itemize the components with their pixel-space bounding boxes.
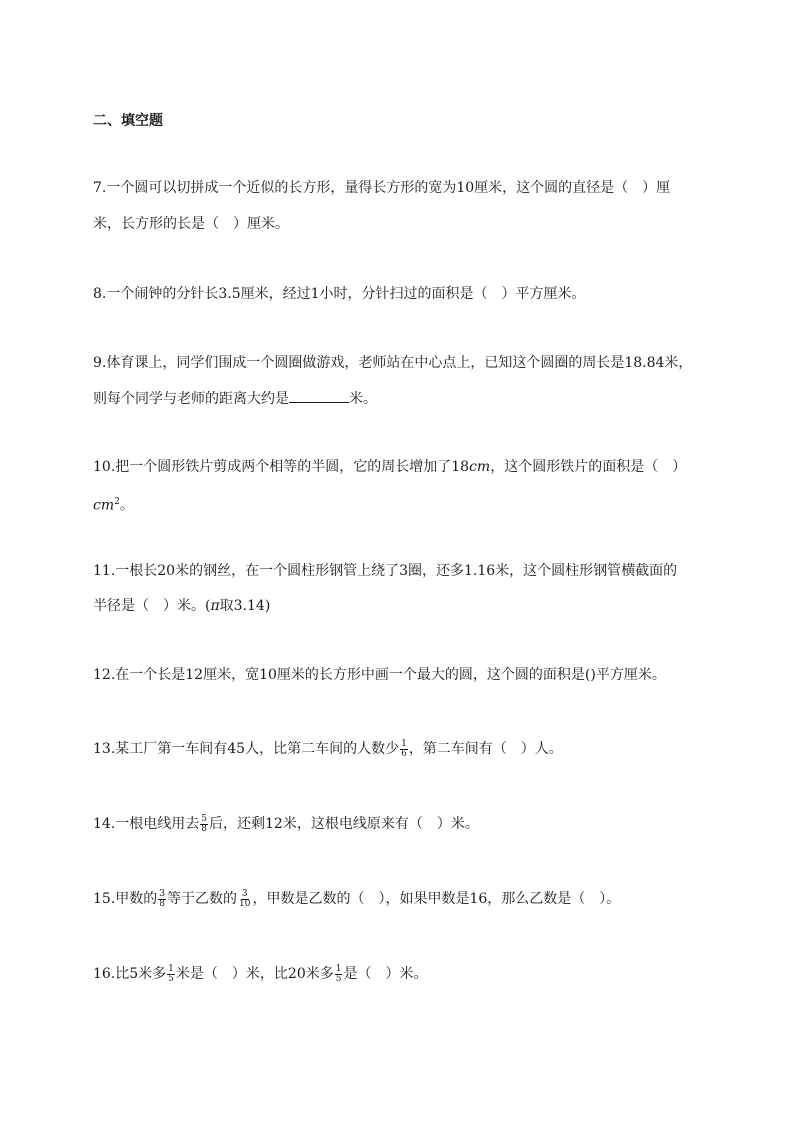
fraction-one-fifth-a: $\frac{1}{5}$ (168, 963, 174, 984)
question-10-text: 10.把一个圆形铁片剪成两个相等的半圆，它的周长增加了18 (93, 459, 470, 475)
question-16-text-cont: 是（ ）米。 (343, 966, 428, 982)
pi-symbol: π (210, 598, 220, 614)
question-11-text-cont: 半径是（ ）米。( (93, 598, 211, 614)
question-10-line-2 (93, 492, 134, 516)
question-7-text-cont: 米，长方形的长是（ ）厘米。 (93, 216, 289, 232)
question-11-text: 11.一根长20米的钢丝，在一个圆柱形钢管上绕了3圈，还多1.16米，这个圆柱形钢管横截面的 (93, 563, 678, 579)
question-14-text-cont: 后，还剩12米，这根电线原来有（ ）米。 (209, 816, 479, 832)
question-9-line-1 (93, 353, 692, 373)
fraction-one-sixth: $\frac{1}{6}$ (401, 738, 407, 759)
question-13-text-cont: ，第二车间有（ ）人。 (408, 741, 563, 757)
answer-blank[interactable] (289, 388, 349, 403)
question-12-line-1 (93, 665, 666, 685)
question-8-line-1 (93, 284, 586, 304)
question-7-line-2 (93, 214, 289, 234)
question-15-text-cont: ，甲数是乙数的（ ），如果甲数是16，那么乙数是（ ）。 (252, 891, 621, 907)
question-11-end: 取3.14) (219, 598, 271, 614)
question-16-text-mid: 米是（ ）米，比20米多 (175, 966, 334, 982)
question-10-end: 。 (119, 497, 134, 514)
question-8-text: 8.一个闹钟的分针长3.5厘米，经过1小时，分针扫过的面积是（ ）平方厘米。 (93, 286, 586, 302)
fraction-three-eighths: $\frac{3}{8}$ (159, 888, 165, 909)
fraction-three-tenths: $\frac{3}{10}$ (239, 888, 251, 909)
unit-cm: cm (469, 459, 491, 475)
question-15-line-1 (93, 889, 620, 909)
question-11-line-1 (93, 561, 677, 581)
question-9-text: 9.体育课上，同学们围成一个圆圈做游戏，老师站在中心点上，已知这个圆圈的周长是18.84米， (93, 355, 693, 371)
question-13-line-1 (93, 739, 563, 759)
question-16-text: 16.比5米多 (93, 966, 167, 982)
question-9-text-cont: 则每个同学与老师的距离大约是 (93, 391, 289, 407)
question-9-line-2 (93, 388, 377, 409)
question-15-text: 15.甲数的 (93, 891, 158, 907)
question-7-text: 7.一个圆可以切拼成一个近似的长方形，量得长方形的宽为10厘米，这个圆的直径是（ ）厘 (93, 180, 671, 196)
unit-exponent: 2 (114, 497, 120, 507)
question-15-text-mid: 等于乙数的 (167, 891, 237, 907)
fraction-five-eighths: $\frac{5}{8}$ (201, 813, 207, 834)
question-14-text: 14.一根电线用去 (93, 816, 200, 832)
unit-cm-squared: cm (93, 497, 115, 514)
question-7-line-1 (93, 178, 670, 198)
question-12-text: 12.在一个长是12厘米，宽10厘米的长方形中画一个最大的圆，这个圆的面积是()平方厘米。 (93, 667, 666, 683)
section-title: 二、填空题 (93, 113, 163, 129)
question-13-text: 13.某工厂第一车间有45人，比第二车间的人数少 (93, 741, 400, 757)
question-11-line-2 (93, 596, 270, 616)
question-16-line-1 (93, 964, 427, 984)
question-14-line-1 (93, 814, 479, 834)
question-9-unit: 米。 (349, 391, 377, 407)
question-10-line-1 (93, 457, 686, 477)
fraction-one-fifth-b: $\frac{1}{5}$ (335, 963, 342, 984)
question-10-text-cont: ，这个圆形铁片的面积是（ ） (490, 459, 687, 475)
